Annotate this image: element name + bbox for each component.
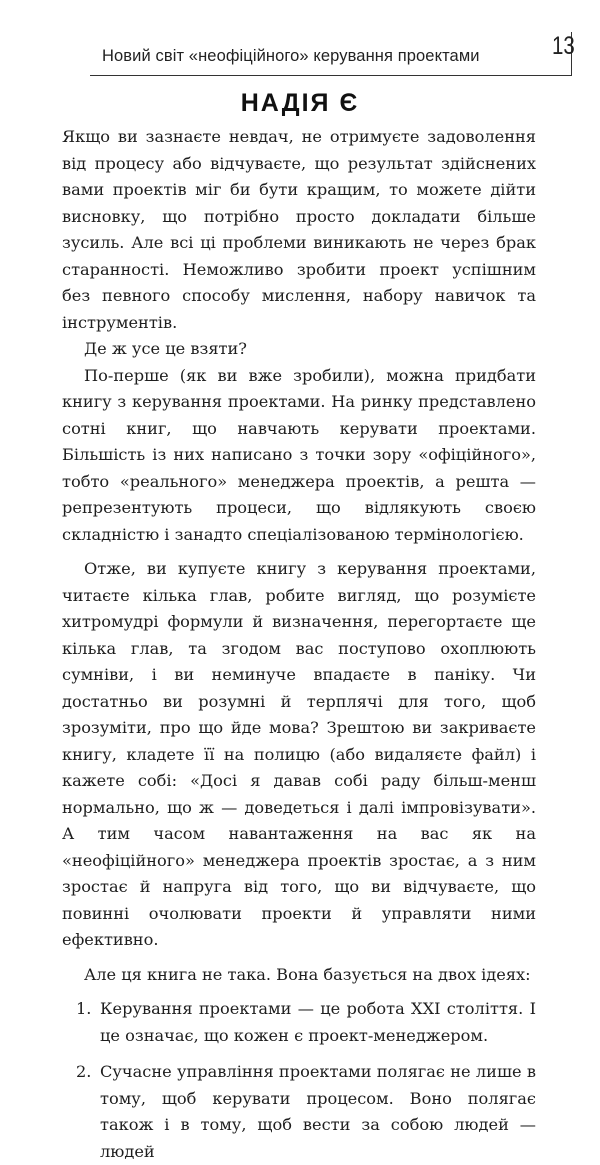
- body-text: [62, 124, 536, 1165]
- list-item: [62, 996, 536, 1049]
- running-header: [90, 32, 572, 76]
- paragraph-5: Але ця книга не така. Вона базується на двох ідеях:: [84, 964, 531, 984]
- page-number: 13: [552, 32, 575, 60]
- list-text: Сучасне управління проектами полягає не лише в тому, щоб керувати процесом. Воно полягає також і в тому, щоб вести за собою людей — людей: [100, 1062, 536, 1161]
- ideas-list: [62, 996, 536, 1165]
- list-number: 2.: [76, 1062, 92, 1081]
- running-title: Новий світ «неофіційного» керування проектами: [102, 47, 480, 65]
- paragraph-4: Отже, ви купуєте книгу з керування проектами, читаєте кілька глав, робите вигляд, що розумієте хитромудрі формули й визначення, перегортаєте ще кілька глав, та згодом вас поступово охоплюють сумніви, і ви неминуче впадаєте в паніку. Чи достатньо ви розумні й терплячі для того, щоб зрозуміти, про що йде мова? Зрештою ви закриваєте книгу, кладете її на полицю (або видаляєте файл) і кажете собі: «Досі я давав собі раду більш-менш нормально, що ж — доведеться і далі імпровізувати». А тим часом навантаження на вас як на «неофіційного» менеджера проектів зростає, а з ним зростає й напруга від того, що ви відчуваєте, що повинні очолювати проекти й управляти ними ефективно.: [62, 559, 536, 949]
- list-item: [62, 1059, 536, 1165]
- chapter-title: НАДІЯ Є: [240, 89, 360, 117]
- paragraph-1: Якщо ви зазнаєте невдач, не отримуєте задоволення від процесу або відчуваєте, що результат здійснених вами проектів міг би бути кращим, то можете дійти висновку, що потрібно просто докладати більше зусиль. Але всі ці проблеми виникають не через брак старанності. Неможливо зробити проект успішним без певного способу мислення, набору навичок та інструментів.: [62, 127, 536, 332]
- paragraph-2: Де ж усе це взяти?: [84, 339, 247, 358]
- paragraph-3: По-перше (як ви вже зробили), можна придбати книгу з керування проектами. На ринку представлено сотні книг, що навчають керувати проектами. Більшість із них написано з точки зору «офіційного», тобто «реального» менеджера проектів, а решта — репрезентують процеси, що відлякують своєю складністю і занадто спеціалізованою термінологією.: [62, 365, 536, 544]
- list-text: Керування проектами — це робота XXI століття. І це означає, що кожен є проект-менеджером.: [100, 999, 536, 1045]
- list-number: 1.: [76, 999, 92, 1018]
